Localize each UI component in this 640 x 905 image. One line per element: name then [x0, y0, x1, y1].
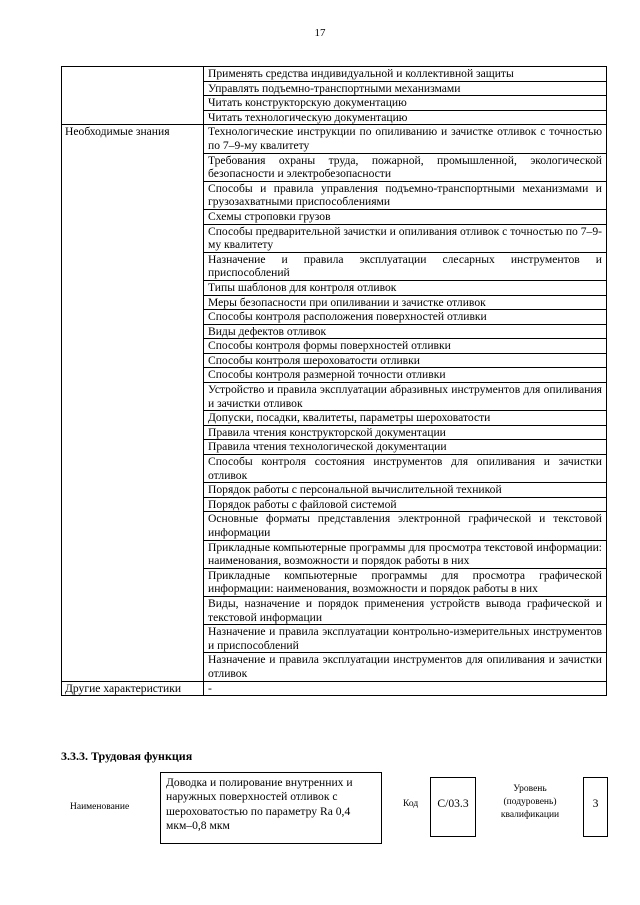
row-value: Назначение и правила эксплуатации слесарных инструментов и приспособлений	[204, 252, 607, 280]
name-label: Наименование	[70, 802, 130, 812]
row-value: Способы контроля состояния инструментов для опиливания и зачистки отливок	[204, 455, 607, 483]
row-value: Меры безопасности при опиливании и зачистке отливок	[204, 295, 607, 310]
section-title: 3.3.3. Трудовая функция	[61, 749, 193, 763]
row-value: Требования охраны труда, пожарной, промышленной, экологической безопасности и электробезопасности	[204, 153, 607, 181]
row-value: Прикладные компьютерные программы для просмотра текстовой информации: наименования, возможности и порядок работы в них	[204, 540, 607, 568]
qualification-level-value: 3	[583, 777, 608, 837]
row-value: Способы предварительной зачистки и опиливания отливок с точностью по 7–9-му квалитету	[204, 224, 607, 252]
row-value: Прикладные компьютерные программы для просмотра графической информации: наименования, возможности и порядок работы в них	[204, 568, 607, 596]
row-value: Способы контроля шероховатости отливки	[204, 353, 607, 368]
row-value: Назначение и правила эксплуатации контрольно-измерительных инструментов и приспособлений	[204, 625, 607, 653]
row-value: Схемы строповки грузов	[204, 209, 607, 224]
row-value: Порядок работы с файловой системой	[204, 497, 607, 512]
row-value: Технологические инструкции по опиливанию и зачистке отливок с точностью по 7–9-му квалитету	[204, 125, 607, 153]
code-label: Код	[403, 799, 419, 809]
row-value: Способы контроля расположения поверхностей отливки	[204, 310, 607, 325]
competency-table-body	[62, 67, 607, 696]
row-value: Назначение и правила эксплуатации инструментов для опиливания и зачистки отливок	[204, 653, 607, 681]
row-value: Основные форматы представления электронной графической и текстовой информации	[204, 512, 607, 540]
row-value: Способы контроля формы поверхностей отливки	[204, 339, 607, 354]
row-value: Правила чтения конструкторской документации	[204, 425, 607, 440]
row-value: Правила чтения технологической документации	[204, 440, 607, 455]
row-value: Виды дефектов отливок	[204, 324, 607, 339]
row-value: Применять средства индивидуальной и коллективной защиты	[204, 67, 607, 82]
row-value: Виды, назначение и порядок применения устройств вывода графической и текстовой информации	[204, 596, 607, 624]
other-characteristics-row	[62, 681, 607, 696]
row-label	[62, 67, 204, 125]
row-value: Устройство и правила эксплуатации абразивных инструментов для опиливания и зачистки отливок	[204, 383, 607, 411]
row-value: Способы и правила управления подъемно-транспортными механизмами и грузозахватными приспособлениями	[204, 181, 607, 209]
row-value: Способы контроля размерной точности отливки	[204, 368, 607, 383]
page-number: 17	[314, 27, 326, 39]
skill-row	[62, 67, 607, 82]
row-value: Допуски, посадки, квалитеты, параметры шероховатости	[204, 411, 607, 426]
knowledge-row	[62, 125, 607, 153]
row-label: Необходимые знания	[62, 125, 204, 681]
row-value: Управлять подъемно-транспортными механизмами	[204, 81, 607, 96]
competency-table	[61, 66, 607, 696]
row-value: Типы шаблонов для контроля отливок	[204, 280, 607, 295]
code-value: C/03.3	[430, 777, 476, 837]
row-label: Другие характеристики	[62, 681, 204, 696]
row-value: Порядок работы с персональной вычислительной техникой	[204, 483, 607, 498]
row-value: Читать технологическую документацию	[204, 110, 607, 125]
row-value: Читать конструкторскую документацию	[204, 96, 607, 111]
qualification-level-label: Уровень (подуровень) квалификации	[500, 784, 560, 820]
row-value: -	[204, 681, 607, 696]
name-value: Доводка и полирование внутренних и наружных поверхностей отливок с шероховатостью по параметру Ra 0,4 мкм–0,8 мкм	[160, 772, 382, 844]
